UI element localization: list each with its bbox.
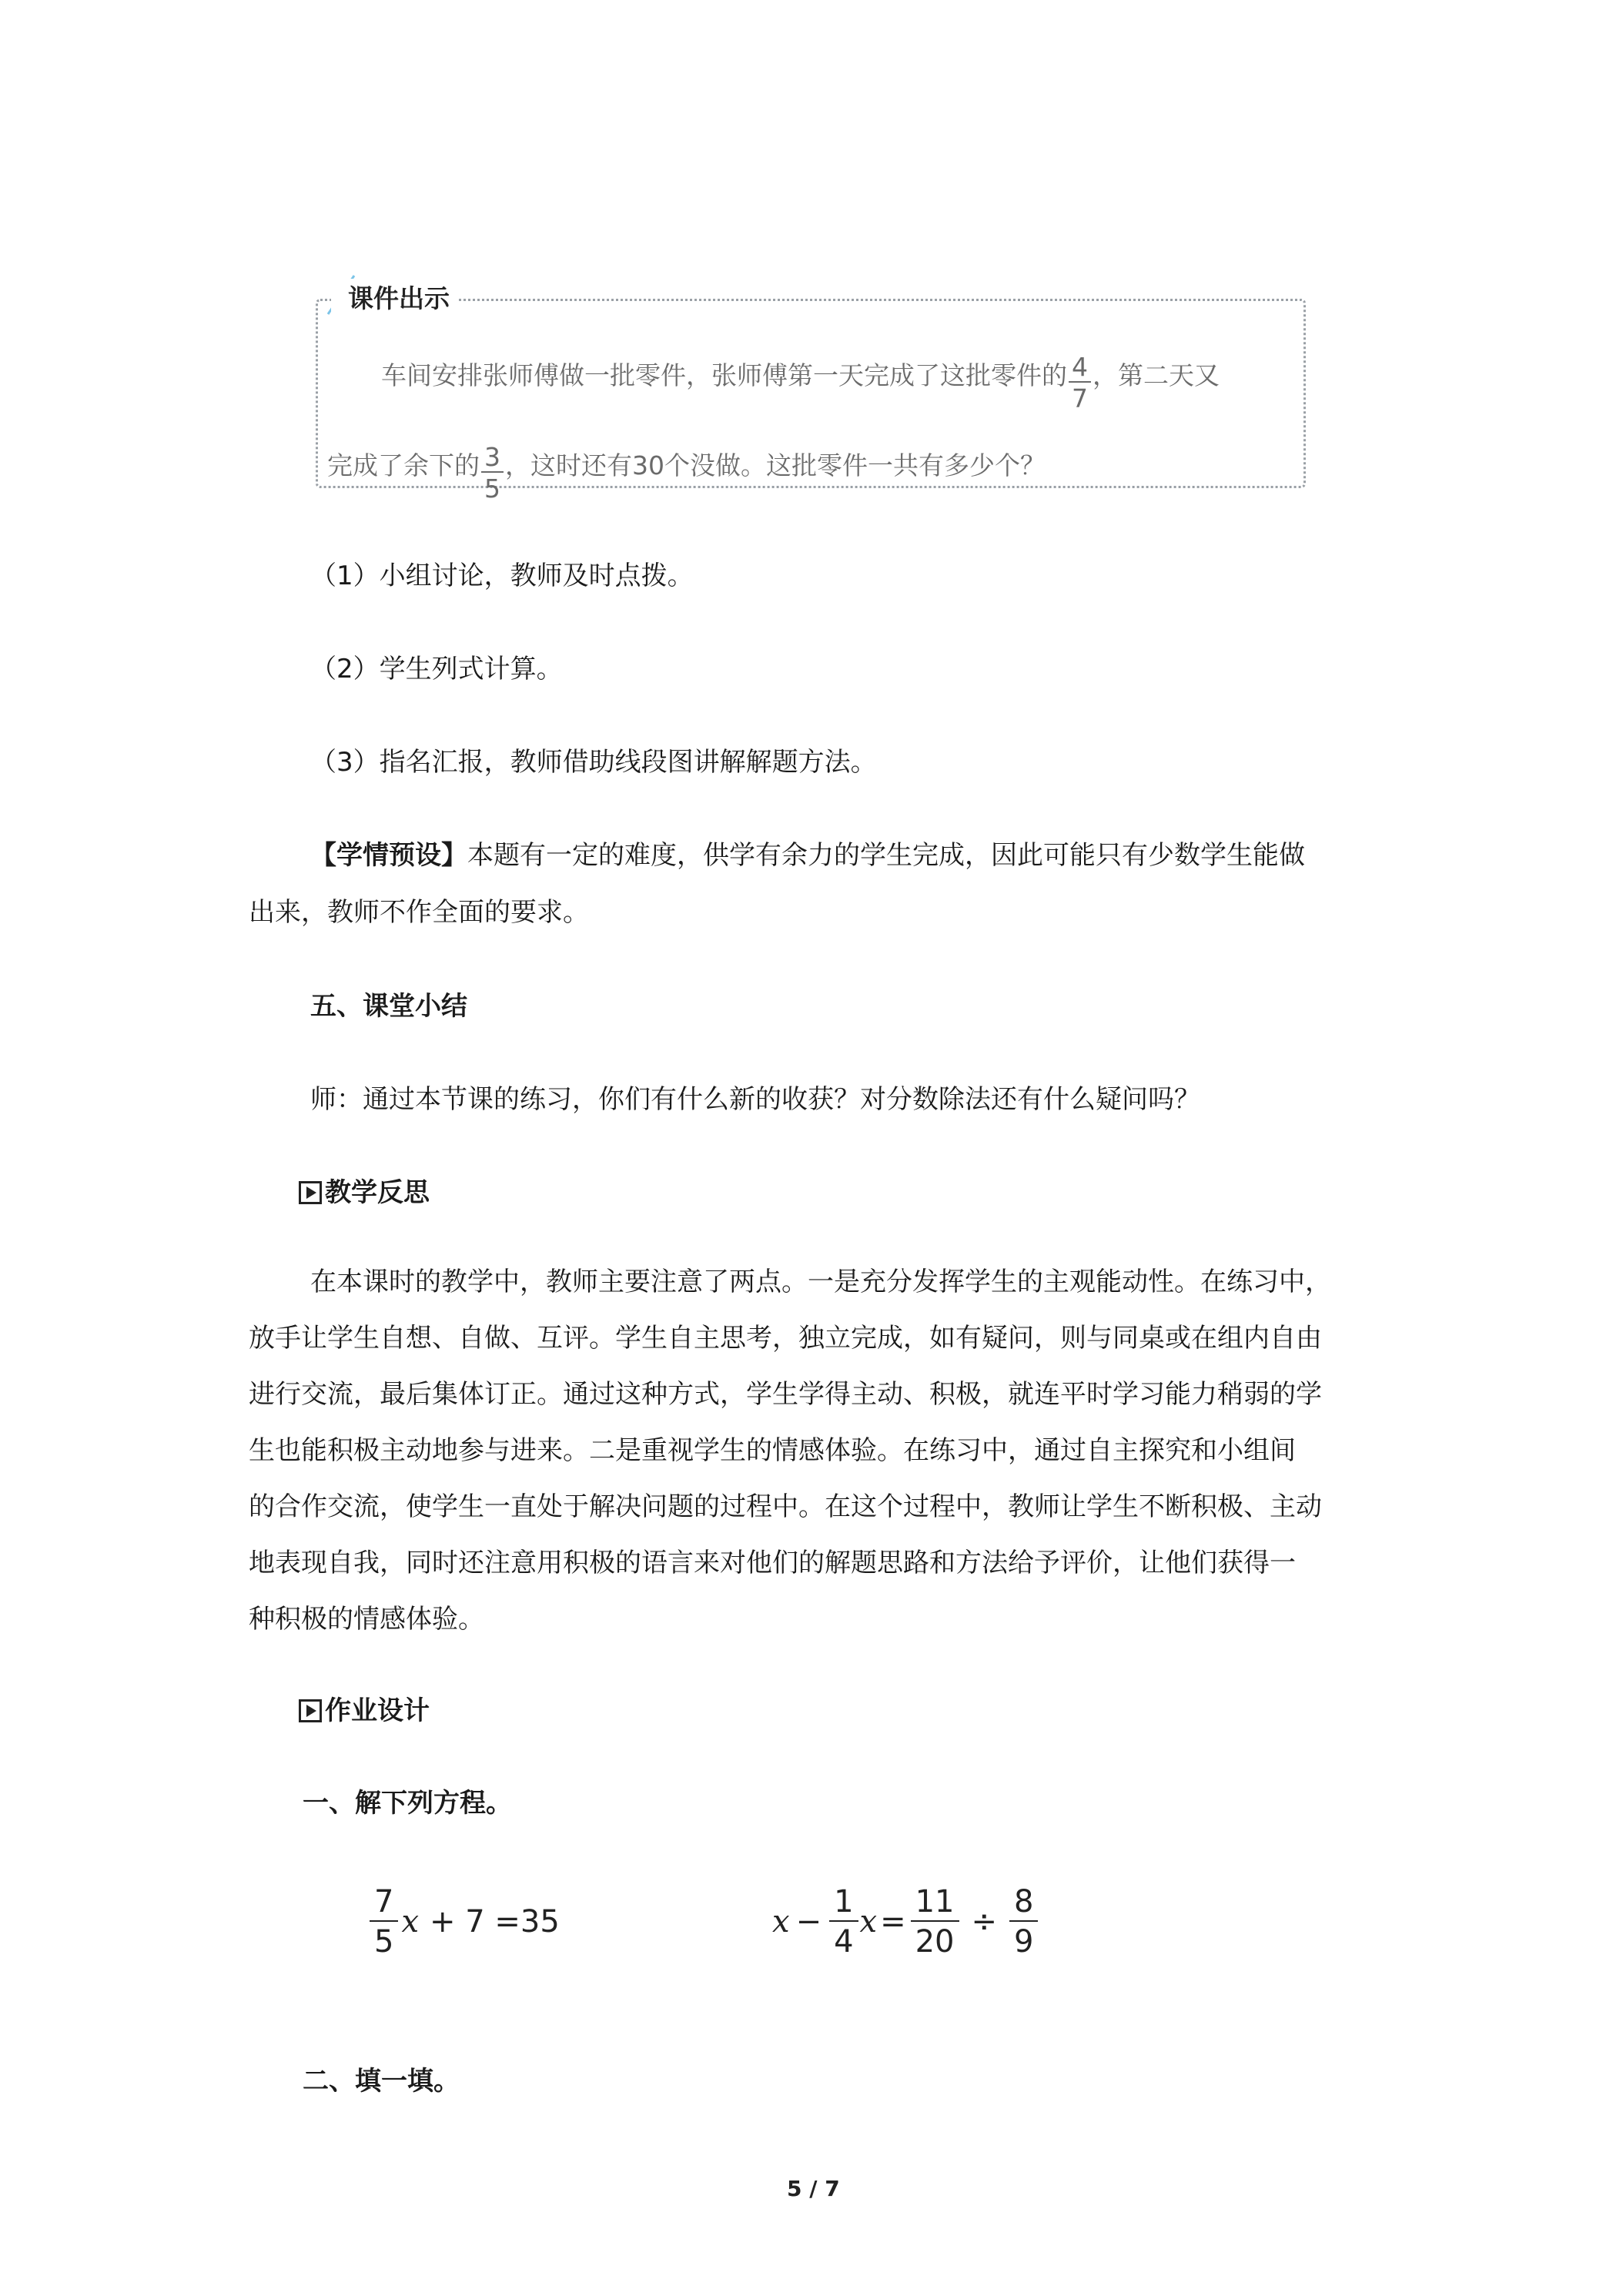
- preset-text-2: 出来，教师不作全面的要求。: [249, 897, 589, 928]
- play-box-icon: [299, 1699, 322, 1722]
- fraction: [829, 1884, 858, 1960]
- reflection-line: 放手让学生自想、自做、互评。学生自主思考，独立完成，如有疑问，则与同桌或在组内自由: [249, 1323, 1322, 1354]
- courseware-title: 课件出示: [331, 279, 457, 319]
- equation-1: [368, 1884, 560, 1960]
- fraction-denominator: 5: [374, 1924, 394, 1960]
- fraction: [911, 1884, 959, 1960]
- fraction-numerator: 11: [911, 1886, 959, 1922]
- courseware-text: 完成了余下的: [327, 450, 480, 480]
- equation-rest: + 7 =35: [430, 1904, 560, 1940]
- summary-text: 师：通过本节课的练习，你们有什么新的收获？对分数除法还有什么疑问吗？: [310, 1084, 1200, 1115]
- homework-heading: 作业设计: [325, 1695, 430, 1726]
- fraction-numerator: 3: [481, 444, 504, 473]
- operator: =: [880, 1904, 906, 1940]
- courseware-text: ，这时还有30个没做。这批零件一共有多少个？: [505, 450, 1046, 480]
- preset-text: 本题有一定的难度，供学有余力的学生完成，因此可能只有少数学生能做: [467, 840, 1305, 871]
- courseware-text: ，第二天又: [1093, 360, 1220, 390]
- fraction-numerator: 8: [1009, 1886, 1038, 1922]
- operator: ÷: [971, 1904, 998, 1940]
- courseware-line-2: [327, 429, 1046, 504]
- question-2-heading: 二、填一填。: [303, 2066, 460, 2097]
- operator: −: [795, 1904, 822, 1940]
- reflection-line: 生也能积极主动地参与进来。二是重视学生的情感体验。在练习中，通过自主探究和小组间: [249, 1435, 1296, 1466]
- reflection-line: 的合作交流，使学生一直处于解决问题的过程中。在这个过程中，教师让学生不断积极、主动: [249, 1491, 1322, 1522]
- preset-label: 【学情预设】: [310, 840, 467, 871]
- reflection-line: 种积极的情感体验。: [249, 1604, 484, 1635]
- step-3: （3）指名汇报，教师借助线段图讲解解题方法。: [310, 747, 877, 778]
- reflection-line: 在本课时的教学中，教师主要注意了两点。一是充分发挥学生的主观能动性。在练习中，: [310, 1267, 1331, 1297]
- fraction-denominator: 5: [484, 474, 500, 504]
- equation-2: [772, 1884, 1039, 1960]
- fraction: [1009, 1884, 1038, 1960]
- fraction: [1069, 354, 1091, 411]
- variable: x: [401, 1904, 420, 1940]
- question-1-heading: 一、解下列方程。: [303, 1788, 512, 1819]
- fraction-numerator: 1: [829, 1886, 858, 1922]
- variable: x: [859, 1904, 878, 1940]
- fraction: [370, 1884, 398, 1960]
- variable: x: [772, 1904, 790, 1940]
- reflection-line: 地表现自我，同时还注意用积极的语言来对他们的解题思路和方法给予评价，让他们获得一: [249, 1548, 1296, 1578]
- reflection-line: 进行交流，最后集体订正。通过这种方式，学生学得主动、积极，就连平时学习能力稍弱的学: [249, 1379, 1322, 1410]
- courseware-text: 车间安排张师傅做一批零件，张师傅第一天完成了这批零件的: [381, 360, 1067, 390]
- page-number: 5 / 7: [787, 2176, 840, 2201]
- homework-heading-row: [299, 1695, 430, 1726]
- reflection-heading-row: [299, 1177, 430, 1208]
- play-box-icon: [299, 1181, 322, 1204]
- fraction-denominator: 4: [834, 1924, 854, 1960]
- fraction: [481, 442, 504, 504]
- fraction-denominator: 7: [1072, 383, 1088, 413]
- step-1: （1）小组讨论，教师及时点拨。: [310, 561, 694, 591]
- courseware-line-1: [381, 339, 1220, 411]
- reflection-heading: 教学反思: [325, 1177, 430, 1208]
- summary-heading: 五、课堂小结: [310, 991, 467, 1022]
- fraction-denominator: 9: [1014, 1924, 1034, 1960]
- fraction-numerator: 4: [1069, 354, 1091, 383]
- fraction-numerator: 7: [370, 1886, 398, 1922]
- step-2: （2）学生列式计算。: [310, 654, 563, 684]
- fraction-denominator: 20: [915, 1924, 955, 1960]
- preset-paragraph: [310, 842, 1305, 869]
